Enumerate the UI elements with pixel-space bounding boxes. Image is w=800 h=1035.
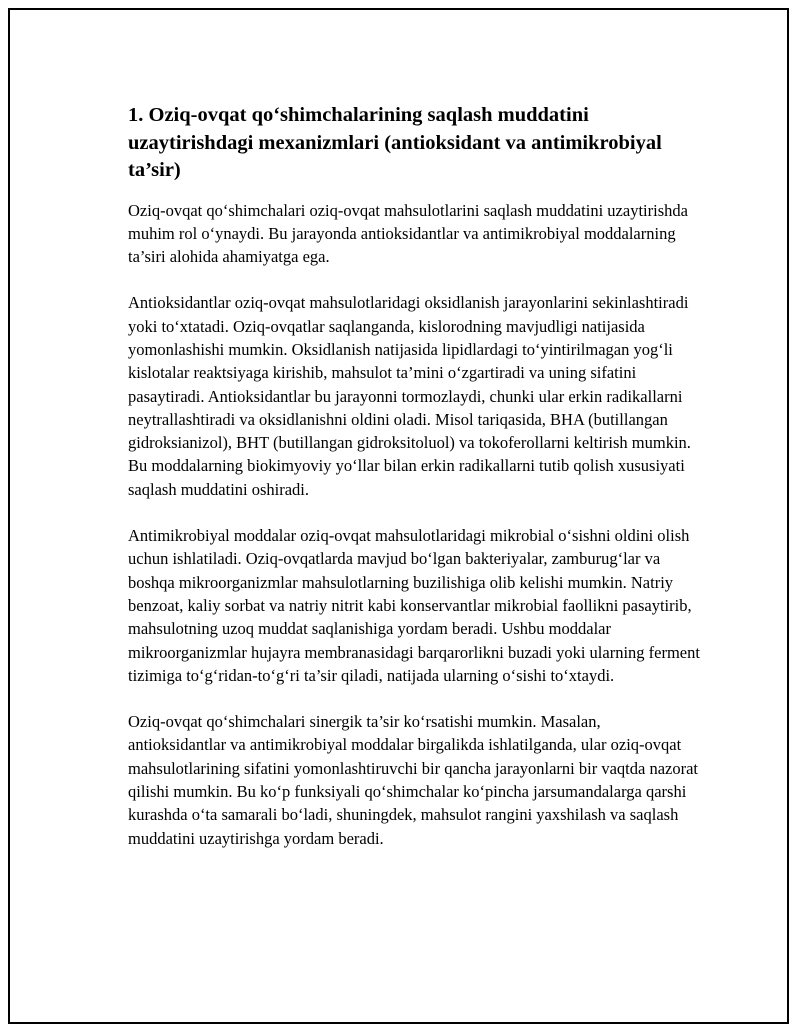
paragraph-synergy: Oziq-ovqat qo‘shimchalari sinergik ta’sir ko‘rsatishi mumkin. Masalan, antioksidantlar va antimikrobiyal moddalar birgalikda ishlatilganda, ular oziq-ovqat mahsulotlarining sifatini yomonlashtiruvchi bir qancha jarayonlarni bir vaqtda nazorat qilishi mumkin. Bu ko‘p funksiyali qo‘shimchalar ko‘pincha jarsumandalarga qarshi kurashda o‘ta samarali bo‘ladi, shuningdek, mahsulot rangini yaxshilash va saqlash muddatini uzaytirishga yordam beradi. xyxy=(128,712,698,848)
document-body xyxy=(128,102,700,873)
paragraph-antioxidants: Antioksidantlar oziq-ovqat mahsulotlaridagi oksidlanish jarayonlarini sekinlashtiradi yoki to‘xtatadi. Oziq-ovqatlar saqlanganda, kislorodning mavjudligi natijasida yomonlashishi mumkin. Oksidlanish natijasida lipidlardagi to‘yintirilmagan yog‘li kislotalar reaktsiyaga kirishib, mahsulot ta’mini o‘zgartiradi va uning sifatini pasaytiradi. Antioksidantlar bu jarayonni tormozlaydi, chunki ular erkin radikallarni neytrallashtiradi va oksidlanishni oldini oladi. Misol tariqasida, BHA (butillangan gidroksianizol), BHT (butillangan gidroksitoluol) va tokoferollarni keltirish mumkin. Bu moddalarning biokimyoviy yo‘llar bilan erkin radikallarni tutib qolish xususiyati saqlash muddatini oshiradi. xyxy=(128,293,691,499)
paragraph-intro: Oziq-ovqat qo‘shimchalari oziq-ovqat mahsulotlarini saqlash muddatini uzaytirishda muhim rol o‘ynaydi. Bu jarayonda antioksidantlar va antimikrobiyal moddalarning ta’siri alohida ahamiyatga ega. xyxy=(128,200,688,267)
section-title: 1. Oziq-ovqat qo‘shimchalarining saqlash muddatini uzaytirishdagi mexanizmlari (antioksidant va antimikrobiyal ta’sir) xyxy=(128,104,662,181)
paragraph-antimicrobials: Antimikrobiyal moddalar oziq-ovqat mahsulotlaridagi mikrobial o‘sishni oldini olish uchun ishlatiladi. Oziq-ovqatlarda mavjud bo‘lgan bakteriyalar, zamburug‘lar va boshqa mikroorganizmlar mahsulotlarning buzilishiga olib kelishi mumkin. Natriy benzoat, kaliy sorbat va natriy nitrit kabi konservantlar mikrobial faollikni pasaytirib, mahsulotning uzoq muddat saqlanishiga yordam beradi. Ushbu moddalar mikroorganizmlar hujayra membranasidagi barqarorlikni buzadi yoki ularning ferment tizimiga to‘g‘ridan-to‘g‘ri ta’sir qiladi, natijada ularning o‘sishi to‘xtaydi. xyxy=(128,526,700,685)
page-frame xyxy=(8,8,789,1024)
